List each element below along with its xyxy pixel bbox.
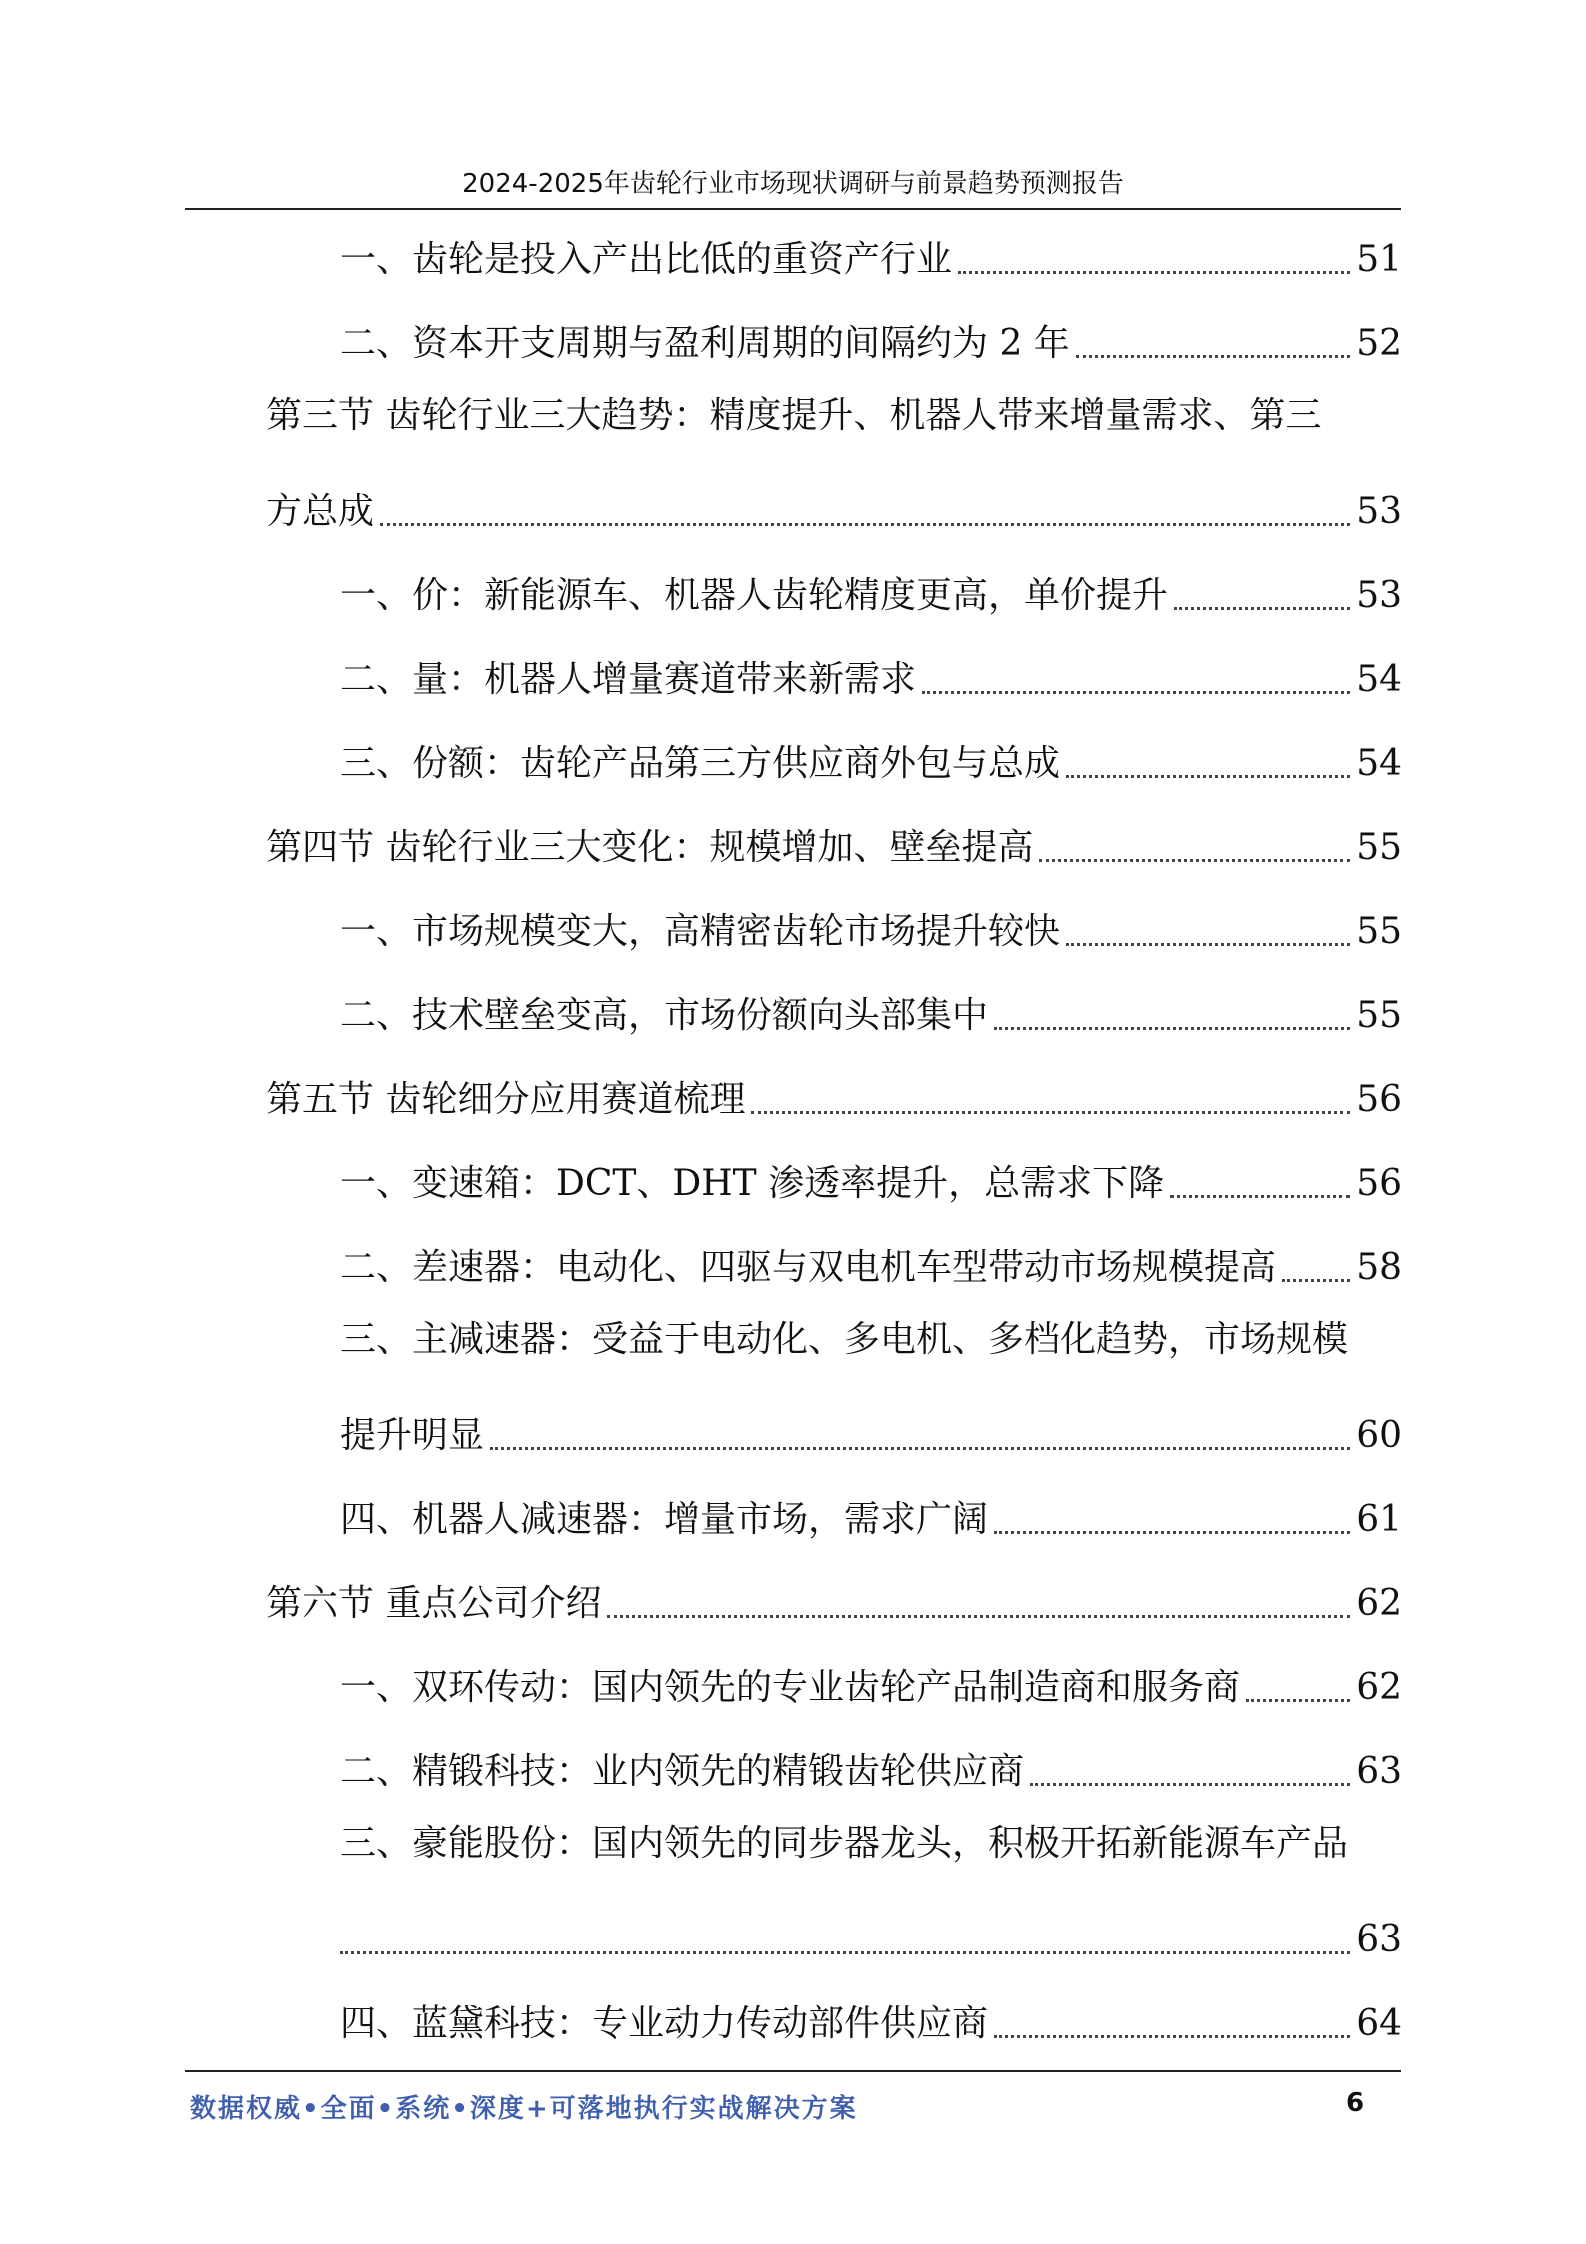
dot-leader: [380, 522, 1350, 526]
toc-entry-title: 第五节 齿轮细分应用赛道梳理: [266, 1079, 746, 1120]
dot-leader: [607, 1614, 1350, 1618]
toc-entry-page: 58: [1356, 1247, 1402, 1288]
toc-entry-title: 二、技术壁垒变高，市场份额向头部集中: [340, 995, 989, 1036]
toc-entry-page: 62: [1356, 1583, 1402, 1624]
dot-leader: [1174, 606, 1350, 610]
toc-entry-page: 53: [1356, 575, 1402, 616]
toc-entry-page: 61: [1356, 1499, 1402, 1540]
toc-entry[interactable]: [340, 896, 1402, 956]
toc-entry-title: 一、变速箱：DCT、DHT 渗透率提升，总需求下降: [340, 1163, 1165, 1204]
toc-entry-title: 一、齿轮是投入产出比低的重资产行业: [340, 239, 953, 280]
toc-entry-page: 51: [1356, 239, 1402, 280]
toc-entry-title: 一、双环传动：国内领先的专业齿轮产品制造商和服务商: [340, 1667, 1241, 1708]
toc-entry-page: 55: [1356, 911, 1402, 952]
toc-entry-page: 64: [1356, 2003, 1402, 2044]
toc-entry-section-continued[interactable]: [266, 476, 1402, 536]
dot-leader: [994, 2034, 1350, 2038]
toc-entry-title: 第四节 齿轮行业三大变化：规模增加、壁垒提高: [266, 827, 1034, 868]
toc-entry[interactable]: [340, 1484, 1402, 1544]
toc-entry-title: 方总成: [266, 491, 375, 532]
toc-entry-page: 62: [1356, 1667, 1402, 1708]
toc-entry-title: 第六节 重点公司介绍: [266, 1583, 602, 1624]
dot-leader: [1282, 1278, 1350, 1282]
toc-entry[interactable]: [340, 1316, 1402, 1376]
toc-entry-title: 第三节 齿轮行业三大趋势：精度提升、机器人带来增量需求、第三: [266, 395, 1322, 436]
toc-entry-page: 55: [1356, 827, 1402, 868]
toc-entry-title: 一、价：新能源车、机器人齿轮精度更高，单价提升: [340, 575, 1169, 616]
dot-leader: [958, 270, 1350, 274]
toc-entry-section[interactable]: [266, 1568, 1402, 1628]
dot-leader: [340, 1950, 1350, 1954]
toc-entry-title: 三、份额：齿轮产品第三方供应商外包与总成: [340, 743, 1061, 784]
dot-leader: [994, 1026, 1350, 1030]
toc-entry-section[interactable]: [266, 812, 1402, 872]
dot-leader: [1039, 858, 1350, 862]
toc-entry[interactable]: [340, 1736, 1402, 1796]
dot-leader: [490, 1446, 1350, 1450]
dot-leader: [751, 1110, 1350, 1114]
toc-entry[interactable]: [340, 560, 1402, 620]
toc-entry-page: 54: [1356, 659, 1402, 700]
toc-entry-page: 63: [1356, 1751, 1402, 1792]
page-number: 6: [1346, 2088, 1365, 2118]
toc-entry-title: 一、市场规模变大，高精密齿轮市场提升较快: [340, 911, 1061, 952]
toc-entry[interactable]: [340, 1652, 1402, 1712]
toc-entry-page: 55: [1356, 995, 1402, 1036]
dot-leader: [1246, 1698, 1350, 1702]
toc-entry-page: 60: [1356, 1415, 1402, 1456]
toc-entry[interactable]: [340, 1988, 1402, 2048]
dot-leader: [1170, 1194, 1350, 1198]
toc-entry[interactable]: [340, 1820, 1402, 1880]
toc-entry-title: 二、差速器：电动化、四驱与双电机车型带动市场规模提高: [340, 1247, 1277, 1288]
dot-leader: [994, 1530, 1350, 1534]
toc-entry[interactable]: [340, 644, 1402, 704]
toc-entry-title: 三、豪能股份：国内领先的同步器龙头，积极开拓新能源车产品: [340, 1823, 1349, 1864]
dot-leader: [1030, 1782, 1350, 1786]
toc-entry-page: 63: [1356, 1919, 1402, 1960]
toc-entry[interactable]: [340, 224, 1402, 284]
toc-entry-page: 53: [1356, 491, 1402, 532]
toc-entry[interactable]: [340, 728, 1402, 788]
toc-entry[interactable]: [340, 308, 1402, 368]
report-title: 2024-2025年齿轮行业市场现状调研与前景趋势预测报告: [462, 169, 1124, 199]
toc-entry-page: 56: [1356, 1163, 1402, 1204]
toc-entry-title: 四、机器人减速器：增量市场，需求广阔: [340, 1499, 989, 1540]
toc-entry-title: 四、蓝黛科技：专业动力传动部件供应商: [340, 2003, 989, 2044]
toc-entry-title: 二、资本开支周期与盈利周期的间隔约为 2 年: [340, 323, 1070, 364]
toc-entry[interactable]: [340, 1232, 1402, 1292]
toc-entry-section[interactable]: [266, 1064, 1402, 1124]
toc-entry-page: 56: [1356, 1079, 1402, 1120]
toc-entry-title: 二、量：机器人增量赛道带来新需求: [340, 659, 917, 700]
toc-entry-continued[interactable]: [340, 1400, 1402, 1460]
dot-leader: [1066, 942, 1350, 946]
toc-entry[interactable]: [340, 980, 1402, 1040]
toc-entry-title: 提升明显: [340, 1415, 485, 1456]
toc-entry[interactable]: [340, 1148, 1402, 1208]
dot-leader: [922, 690, 1350, 694]
footer-slogan: 数据权威•全面•系统•深度+可落地执行实战解决方案: [190, 2094, 858, 2124]
toc-entry-title: 三、主减速器：受益于电动化、多电机、多档化趋势，市场规模: [340, 1319, 1349, 1360]
toc-entry-page: 52: [1356, 323, 1402, 364]
dot-leader: [1076, 354, 1350, 358]
toc-entry-title: 二、精锻科技：业内领先的精锻齿轮供应商: [340, 1751, 1025, 1792]
toc-entry-continued[interactable]: [340, 1904, 1402, 1964]
toc-entry-section[interactable]: [266, 392, 1402, 452]
dot-leader: [1066, 774, 1350, 778]
footer-divider: [185, 2070, 1401, 2072]
toc-entry-page: 54: [1356, 743, 1402, 784]
